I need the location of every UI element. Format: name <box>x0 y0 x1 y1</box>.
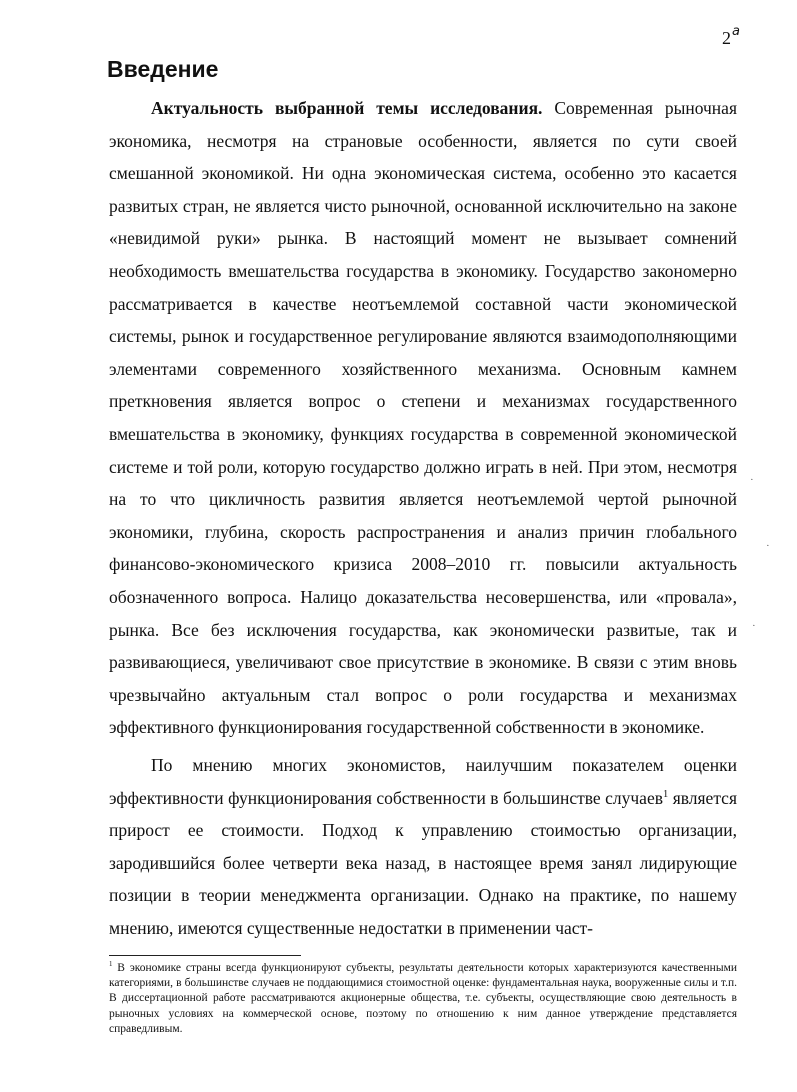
paragraph-text-before-note: По мнению многих экономистов, наилучшим показателем оценки эффективности функционирования собственности в большинстве случаев <box>109 755 737 808</box>
page-number <box>722 24 740 49</box>
handwritten-mark: a <box>732 24 740 39</box>
scan-speck: · <box>750 474 754 486</box>
page-number-value: 2 <box>722 28 731 48</box>
paragraph-text-after-note: является прирост ее стоимости. Подход к управлению стоимостью организации, зародившийся более четверти века назад, в настоящее время занял лидирующие позиции в теории менеджмента организации. Однако на практике, по нашему мнению, имеются существенные недостатки в применении част- <box>109 787 737 938</box>
scan-speck: · <box>752 620 756 632</box>
second-paragraph <box>109 749 737 945</box>
footnote-text: В экономике страны всегда функционируют субъекты, результаты деятельности которых характеризуются качественными категориями, в большинстве случаев не поддающимися стоимостной оценке: фундаментальная наука, вооруженные силы и т.п. В диссертационной работе рассматриваются акционерные общества, т.е. субъекты, осуществляющие свою деятельность в рыночных условиях на коммерческой основе, поэтому по отношению к ним данное утверждение представляется справедливым. <box>109 962 737 1035</box>
footnote-divider <box>109 955 301 956</box>
paragraph-text: Современная рыночная экономика, несмотря на страновые особенности, является по сути своей смешанной экономикой. Ни одна экономическая система, особенно это касается развитых стран, не является чисто рыночной, основанной исключительно на законе «невидимой руки» рынка. В настоящий момент не вызывает сомнений необходимость вмешательства государства в экономику. Государство закономерно рассматривается в качестве неотъемлемой составной части экономической системы, рынок и государственное регулирование являются взаимодополняющими элементами современного хозяйственного механизма. Основным камнем преткновения является вопрос о степени и механизмах государственного вмешательства в экономику, функциях государства в современной экономической системе и той роли, которую государство должно играть в ней. При этом, несмотря на то что цикличность развития является неотъемлемой чертой рыночной экономики, глубина, скорость распространения и анализ причин глобального финансово-экономического кризиса 2008–2010 гг. повысили актуальность обозначенного вопроса. Налицо доказательства несовершенства, или «провала», рынка. Все без исключения государства, как экономически развитые, так и развивающиеся, увеличивают свое присутствие в экономике. В связи с этим вновь чрезвычайно актуальным стал вопрос о роли государства и механизмах эффективного функционирования государственной собственности в экономике. <box>109 98 737 738</box>
page-title: Введение <box>107 56 219 82</box>
scan-speck: · <box>766 540 770 552</box>
intro-paragraph <box>109 92 737 744</box>
paragraph-lead: Актуальность выбранной темы исследования. <box>151 98 543 118</box>
footnote <box>109 961 737 1037</box>
footnote-marker: 1 <box>109 961 113 969</box>
footnote-reference: 1 <box>662 788 669 800</box>
